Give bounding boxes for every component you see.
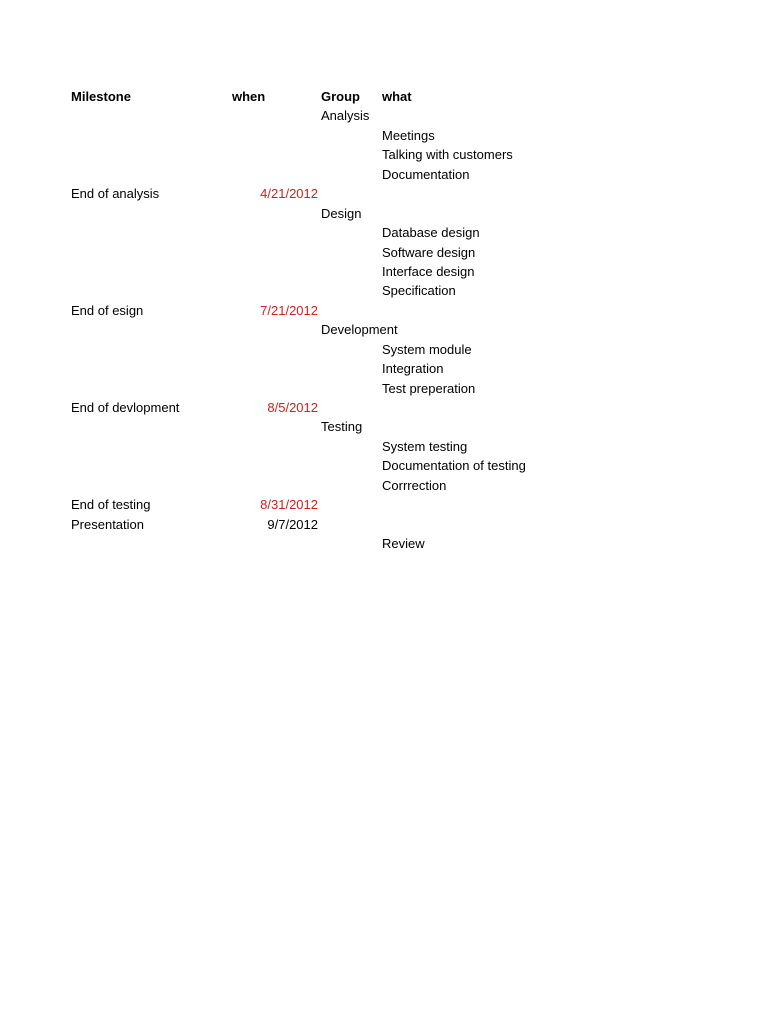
what-cell: Documentation bbox=[382, 166, 470, 182]
what-cell: Interface design bbox=[382, 263, 475, 279]
what-cell: Specification bbox=[382, 283, 456, 299]
table-row bbox=[0, 320, 768, 339]
table-row bbox=[0, 437, 768, 456]
what-cell: Documentation of testing bbox=[382, 458, 526, 474]
what-cell: Talking with customers bbox=[382, 147, 513, 163]
group-cell: Development bbox=[321, 322, 398, 338]
what-cell: Database design bbox=[382, 225, 480, 241]
milestone-cell: End of devlopment bbox=[71, 400, 180, 415]
table-row bbox=[0, 145, 768, 164]
table-row bbox=[0, 379, 768, 398]
due-date-cell: 8/5/2012 bbox=[267, 400, 318, 415]
table-row bbox=[0, 417, 768, 436]
table-row bbox=[0, 243, 768, 262]
header-milestone: Milestone bbox=[71, 89, 131, 104]
what-cell: Corrrection bbox=[382, 477, 447, 493]
table-row bbox=[0, 476, 768, 495]
group-cell: Design bbox=[321, 205, 362, 221]
group-cell: Testing bbox=[321, 419, 363, 435]
what-cell: Integration bbox=[382, 361, 444, 377]
table-row bbox=[0, 495, 768, 514]
milestone-cell: Presentation bbox=[71, 516, 144, 532]
what-cell: Meetings bbox=[382, 127, 435, 143]
what-cell: Software design bbox=[382, 244, 476, 260]
due-date-cell: 8/31/2012 bbox=[260, 497, 318, 513]
table-row bbox=[0, 126, 768, 145]
table-row bbox=[0, 184, 768, 203]
table-row bbox=[0, 204, 768, 223]
due-date-cell: 7/21/2012 bbox=[260, 302, 318, 318]
what-cell: System testing bbox=[382, 438, 468, 454]
table-row bbox=[0, 456, 768, 475]
what-cell: System module bbox=[382, 341, 472, 357]
due-date-cell: 4/21/2012 bbox=[260, 186, 318, 202]
table-row bbox=[0, 106, 768, 125]
table-row bbox=[0, 359, 768, 378]
milestone-cell: End of esign bbox=[71, 302, 144, 318]
what-cell: Review bbox=[382, 536, 425, 552]
what-cell: Test preperation bbox=[382, 380, 476, 396]
when-cell: 9/7/2012 bbox=[267, 516, 318, 532]
header-what: what bbox=[382, 89, 412, 104]
group-cell: Analysis bbox=[321, 108, 370, 124]
table-row bbox=[0, 398, 768, 417]
header-group: Group bbox=[321, 89, 360, 104]
table-row bbox=[0, 534, 768, 553]
milestone-cell: End of analysis bbox=[71, 186, 160, 202]
header-when: when bbox=[232, 89, 266, 104]
table-row bbox=[0, 281, 768, 300]
milestone-table bbox=[0, 87, 768, 554]
table-row bbox=[0, 165, 768, 184]
milestone-cell: End of testing bbox=[71, 497, 151, 513]
table-row bbox=[0, 340, 768, 359]
header-row bbox=[0, 87, 768, 106]
table-row bbox=[0, 262, 768, 281]
table-row bbox=[0, 515, 768, 534]
table-row bbox=[0, 301, 768, 320]
table-row bbox=[0, 223, 768, 242]
